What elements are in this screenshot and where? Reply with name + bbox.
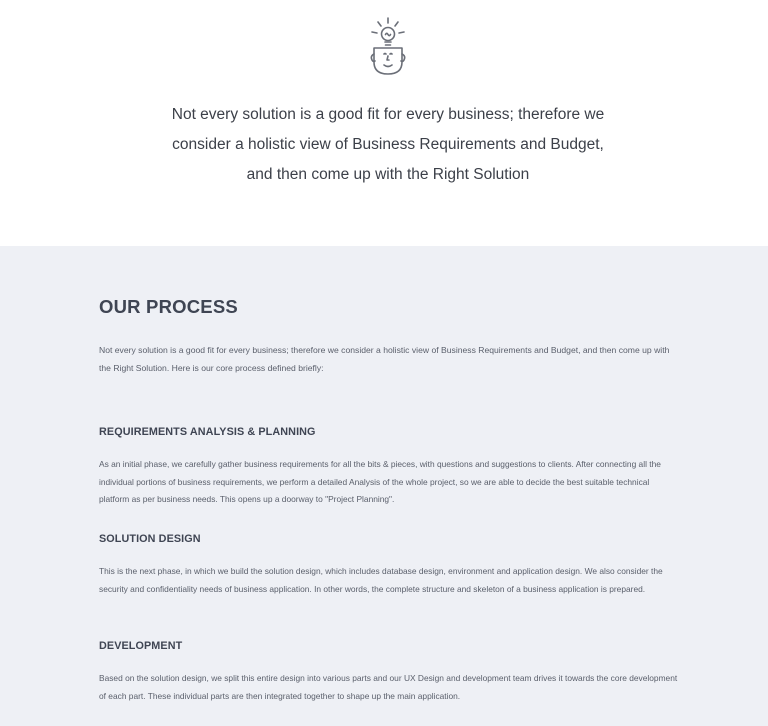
idea-head-icon [366,16,410,78]
hero-section [0,0,768,246]
step-desc-solution-design: This is the next phase, in which we build the solution design, which includes database design, environment and application design. We also consider the security and confidentiality needs of business application. In other words, the complete structure and skeleton of a business application is prepared. [99,566,663,594]
process-section [0,246,768,726]
process-title: OUR PROCESS [99,296,238,317]
hero-tagline: Not every solution is a good fit for every business; therefore we consider a holistic view of Business Requirements and Budget, and then come up with the Right Solution [171,106,605,183]
step-desc-development: Based on the solution design, we split this entire design into various parts and our UX Design and development team drives it towards the core development of each part. These individual parts are then integrated together to shape up the main application. [99,673,678,701]
step-title-requirements: REQUIREMENTS ANALYSIS & PLANNING [99,426,316,438]
step-title-solution-design: SOLUTION DESIGN [99,533,201,545]
step-title-development: DEVELOPMENT [99,640,183,652]
process-intro: Not every solution is a good fit for every business; therefore we consider a holistic view of Business Requirements and Budget, and then come up with the Right Solution. Here is our core process defined briefly: [99,345,670,373]
step-desc-requirements: As an initial phase, we carefully gather business requirements for all the bits & pieces, with questions and suggestions to clients. After connecting all the individual portions of business requirements, we perform a detailed Analysis of the whole project, so we are able to decide the best suitable technical platform as per business needs. This opens up a doorway to "Project Planning". [99,459,661,504]
